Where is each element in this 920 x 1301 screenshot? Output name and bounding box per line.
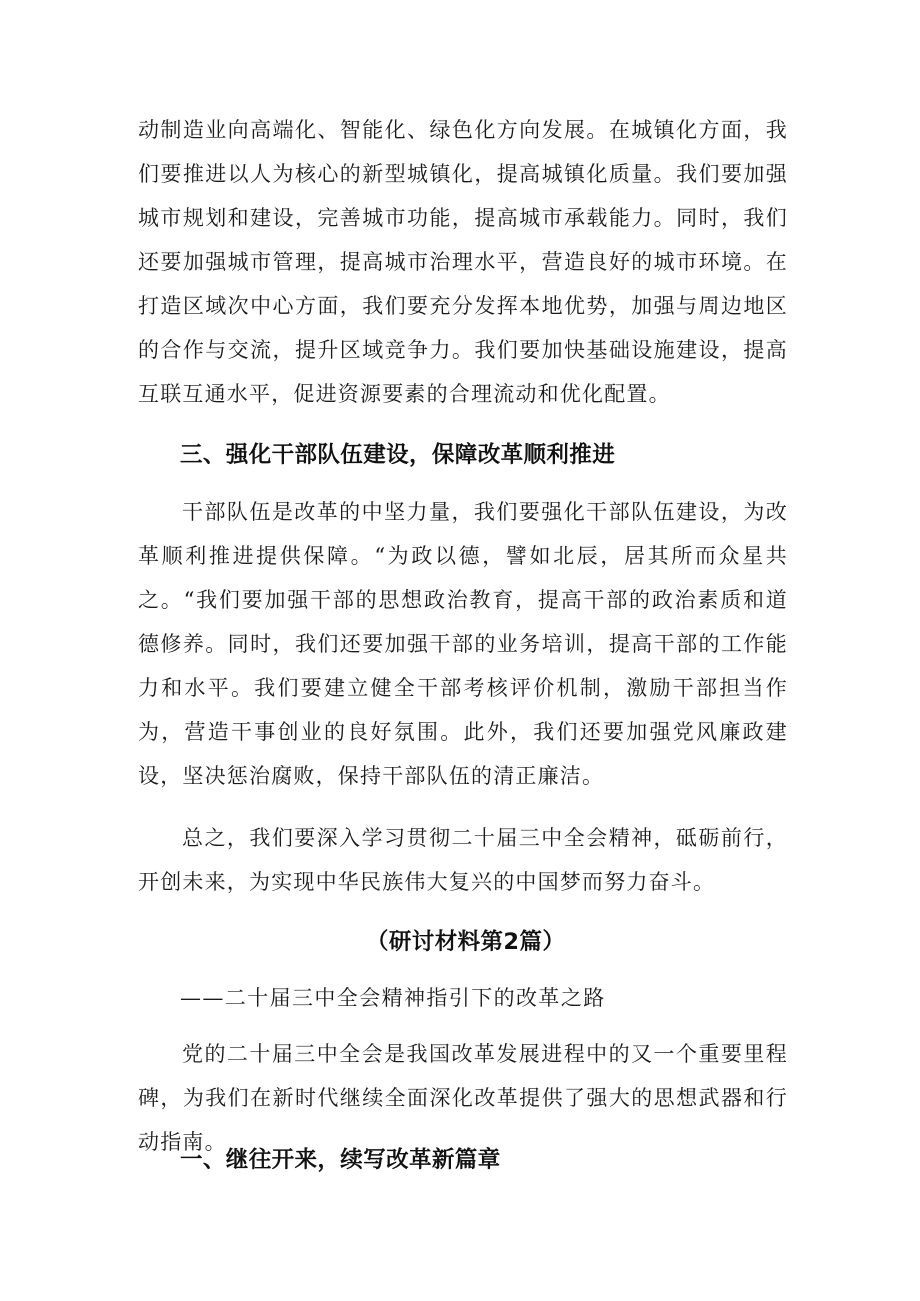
paragraph-continued: 动制造业向高端化、智能化、绿色化方向发展。在城镇化方面，我们要推进以人为核心的新型城镇化，提高城镇化质量。我们要加强城市规划和建设，完善城市功能，提高城市承载能力。同时，我们还要加强城市管理，提高城市治理水平，营造良好的城市环境。在打造区域次中心方面，我们要充分发挥本地优势，加强与周边地区的合作与交流，提升区域竞争力。我们要加快基础设施建设，提高互联互通水平，促进资源要素的合理流动和优化配置。 [138,118,788,406]
section-title: （研讨材料第2篇） [366,929,566,955]
section-heading-1: 一、继往开来，续写改革新篇章 [180,1147,501,1173]
paragraph-intro: 党的二十届三中全会是我国改革发展进程中的又一个重要里程碑，为我们在新时代继续全面深化改革提供了强大的思想武器和行动指南。 [138,1042,788,1154]
document-subtitle: ——二十届三中全会精神指引下的改革之路 [180,986,606,1010]
section-heading-3: 三、强化干部队伍建设，保障改革顺利推进 [180,442,616,468]
paragraph-conclusion: 总之，我们要深入学习贯彻二十届三中全会精神，砥砺前行，开创未来，为实现中华民族伟大复兴的中国梦而努力奋斗。 [138,826,788,894]
paragraph-cadres: 干部队伍是改革的中坚力量，我们要强化干部队伍建设，为改革顺利推进提供保障。“为政以德，譬如北辰，居其所而众星共之。“我们要加强干部的思想政治教育，提高干部的政治素质和道德修养。同时，我们还要加强干部的业务培训，提高干部的工作能力和水平。我们要建立健全干部考核评价机制，激励干部担当作为，营造干事创业的良好氛围。此外，我们还要加强党风廉政建设，坚决惩治腐败，保持干部队伍的清正廉洁。 [138,500,788,788]
